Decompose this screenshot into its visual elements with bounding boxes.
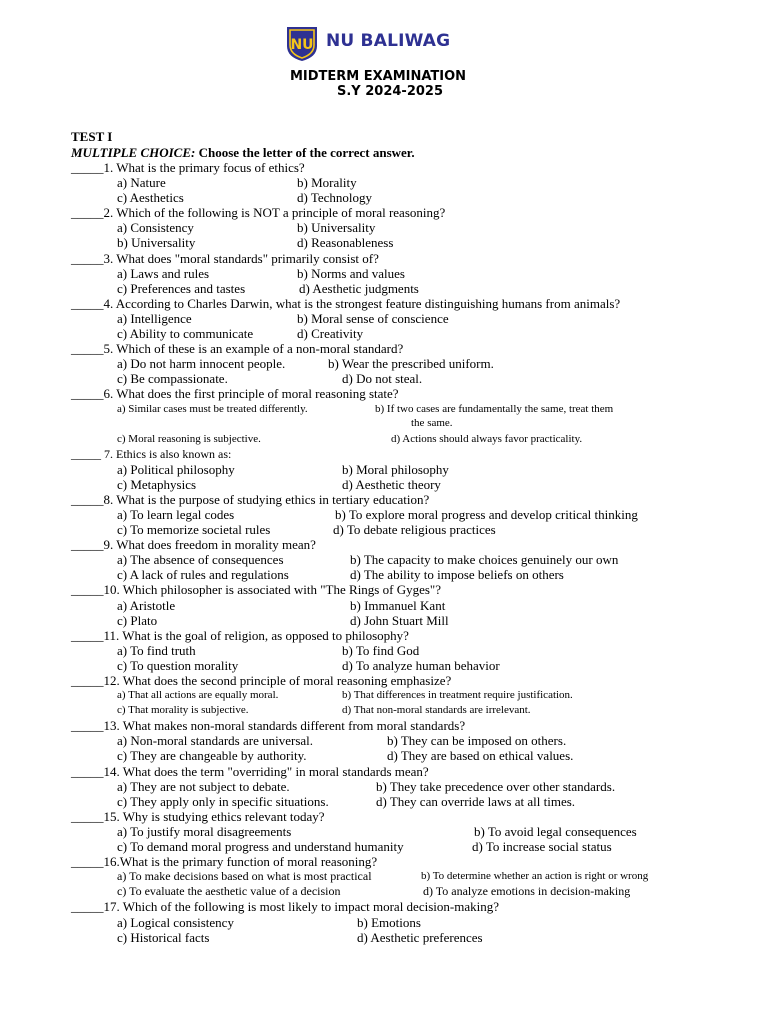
option-row — [71, 930, 761, 945]
question-list — [71, 160, 761, 945]
option-b: b) To determine whether an action is right or wrong — [421, 870, 649, 883]
option-d: d) John Stuart Mill — [350, 612, 449, 628]
question-stem: _____ 7. Ethics is also known as: — [71, 446, 232, 461]
option-b: b) That differences in treatment require justification. — [342, 689, 573, 702]
option-row — [71, 266, 761, 281]
option-c: c) They are changeable by authority. — [117, 748, 307, 764]
option-row — [71, 658, 761, 673]
option-a: a) Political philosophy — [117, 461, 235, 477]
question-stem: _____3. What does "moral standards" primarily consist of? — [71, 250, 379, 266]
option-row — [71, 281, 761, 296]
option-row — [71, 402, 761, 432]
question-item — [71, 628, 761, 673]
option-b: b) Emotions — [357, 914, 421, 930]
option-c: c) Plato — [117, 612, 158, 628]
question-item — [71, 386, 761, 446]
option-d: d) To increase social status — [472, 839, 612, 855]
option-b-continuation: the same. — [411, 416, 453, 429]
option-row — [71, 432, 761, 447]
option-row — [71, 190, 761, 205]
option-d: d) To analyze emotions in decision-making — [423, 884, 631, 899]
question-stem: _____12. What does the second principle of moral reasoning emphasize? — [71, 673, 452, 688]
nu-shield-icon — [284, 24, 320, 62]
option-b — [375, 402, 685, 430]
question-stem: _____1. What is the primary focus of ethics? — [71, 160, 305, 175]
option-a: a) Similar cases must be treated differently. — [117, 402, 308, 415]
option-d: d) Aesthetic judgments — [299, 280, 419, 296]
option-b-text: b) If two cases are fundamentally the same, treat them — [375, 402, 614, 415]
option-c: c) To question morality — [117, 657, 239, 673]
option-a: a) Do not harm innocent people. — [117, 356, 286, 372]
option-a: a) Non-moral standards are universal. — [117, 733, 314, 749]
option-d: d) Actions should always favor practicality. — [391, 432, 583, 445]
option-a: a) Laws and rules — [117, 265, 210, 281]
question-item — [71, 205, 761, 250]
option-a: a) To justify moral disagreements — [117, 823, 292, 839]
school-name: NU BALIWAG — [326, 31, 451, 51]
school-year: S.Y 2024-2025 — [337, 84, 443, 99]
option-c: c) They apply only in specific situations. — [117, 793, 329, 809]
question-item — [71, 447, 761, 492]
option-c: c) Metaphysics — [117, 476, 197, 492]
question-stem: _____15. Why is studying ethics relevant today? — [71, 808, 325, 824]
question-item — [71, 251, 761, 296]
option-b: b) To explore moral progress and develop critical thinking — [335, 506, 638, 522]
question-item — [71, 718, 761, 763]
option-c: b) Universality — [117, 235, 196, 251]
question-stem: _____14. What does the term "overriding" in moral standards mean? — [71, 763, 429, 779]
option-row — [71, 598, 761, 613]
option-b: b) Wear the prescribed uniform. — [328, 356, 494, 372]
option-a: a) Logical consistency — [117, 914, 234, 930]
question-stem: _____16.What is the primary function of moral reasoning? — [71, 854, 378, 870]
question-item — [71, 582, 761, 627]
option-d: d) Creativity — [297, 326, 364, 342]
option-row — [71, 552, 761, 567]
option-d: d) Technology — [297, 190, 373, 206]
question-item — [71, 492, 761, 537]
option-row — [71, 371, 761, 386]
option-a: a) Consistency — [117, 220, 194, 236]
option-c: c) Preferences and tastes — [117, 280, 246, 296]
option-c: c) That morality is subjective. — [117, 704, 249, 717]
question-stem: _____9. What does freedom in morality mean? — [71, 537, 316, 553]
option-row — [71, 220, 761, 235]
option-row — [71, 733, 761, 748]
instructions — [71, 145, 415, 161]
option-row — [71, 356, 761, 371]
instruction-text: Choose the letter of the correct answer. — [195, 145, 415, 160]
option-row — [71, 915, 761, 930]
option-d: d) They are based on ethical values. — [387, 748, 574, 764]
option-row — [71, 779, 761, 794]
option-c: c) To demand moral progress and understand humanity — [117, 839, 404, 855]
option-row — [71, 477, 761, 492]
svg-text:NU: NU — [290, 37, 314, 53]
option-c: c) To evaluate the aesthetic value of a decision — [117, 884, 341, 899]
option-row — [71, 311, 761, 326]
option-a: a) They are not subject to debate. — [117, 778, 290, 794]
option-row — [71, 643, 761, 658]
school-logo — [284, 24, 454, 62]
option-row — [71, 794, 761, 809]
instruction-type: MULTIPLE CHOICE: — [71, 145, 196, 160]
test-label: TEST I — [71, 129, 113, 144]
option-d: d) Aesthetic preferences — [357, 929, 483, 945]
option-row — [71, 839, 761, 854]
option-b: b) Morality — [297, 175, 357, 191]
option-row — [71, 688, 761, 703]
option-d: d) The ability to impose beliefs on others — [350, 567, 564, 583]
option-b: b) They take precedence over other standards. — [376, 778, 616, 794]
option-d: d) To analyze human behavior — [342, 657, 500, 673]
question-item — [71, 160, 761, 205]
option-row — [71, 235, 761, 250]
option-b: b) Norms and values — [297, 265, 405, 281]
option-row — [71, 522, 761, 537]
option-row — [71, 567, 761, 582]
question-item — [71, 854, 761, 899]
option-row — [71, 824, 761, 839]
option-a: a) To learn legal codes — [117, 506, 235, 522]
option-c: c) Moral reasoning is subjective. — [117, 432, 261, 445]
option-b: b) To avoid legal consequences — [474, 823, 637, 839]
option-c: c) Ability to communicate — [117, 326, 254, 342]
option-c: c) Historical facts — [117, 929, 210, 945]
option-a: a) Nature — [117, 175, 166, 191]
option-row — [71, 326, 761, 341]
option-c: c) A lack of rules and regulations — [117, 567, 289, 583]
question-stem: _____11. What is the goal of religion, as opposed to philosophy? — [71, 627, 409, 643]
option-row — [71, 884, 761, 899]
question-item — [71, 764, 761, 809]
option-row — [71, 613, 761, 628]
question-item — [71, 296, 761, 341]
question-item — [71, 341, 761, 386]
option-row — [71, 462, 761, 477]
exam-title: MIDTERM EXAMINATION — [289, 69, 467, 84]
option-a: a) To make decisions based on what is most practical — [117, 869, 372, 884]
question-stem: _____5. Which of these is an example of a non-moral standard? — [71, 341, 404, 357]
question-item — [71, 899, 761, 944]
option-d: d) Do not steal. — [342, 371, 423, 387]
option-b: b) Immanuel Kant — [350, 597, 446, 613]
option-c: c) To memorize societal rules — [117, 522, 271, 538]
option-a: a) To find truth — [117, 642, 196, 658]
option-row — [71, 507, 761, 522]
option-b: b) Universality — [297, 220, 376, 236]
question-stem: _____4. According to Charles Darwin, what is the strongest feature distinguishing humans from animals? — [71, 295, 621, 311]
option-d: d) Reasonableness — [297, 235, 394, 251]
option-row — [71, 869, 761, 884]
question-item — [71, 809, 761, 854]
option-c: c) Be compassionate. — [117, 371, 228, 387]
option-d: d) Aesthetic theory — [342, 476, 441, 492]
question-stem: _____6. What does the first principle of moral reasoning state? — [71, 386, 399, 402]
option-a: a) The absence of consequences — [117, 552, 284, 568]
option-b: b) The capacity to make choices genuinely our own — [350, 552, 619, 568]
option-c: c) Aesthetics — [117, 190, 184, 206]
option-d: d) That non-moral standards are irrelevant. — [342, 704, 531, 717]
question-stem: _____17. Which of the following is most likely to impact moral decision-making? — [71, 899, 499, 915]
option-row — [71, 175, 761, 190]
option-a: a) Aristotle — [117, 597, 176, 613]
option-b: b) Moral sense of conscience — [297, 310, 449, 326]
option-b: b) They can be imposed on others. — [387, 733, 567, 749]
question-stem: _____8. What is the purpose of studying ethics in tertiary education? — [71, 491, 430, 507]
option-d: d) They can override laws at all times. — [376, 793, 576, 809]
option-row — [71, 703, 761, 718]
option-a: a) Intelligence — [117, 310, 192, 326]
question-item — [71, 537, 761, 582]
option-b: b) To find God — [342, 642, 420, 658]
question-stem: _____13. What makes non-moral standards different from moral standards? — [71, 718, 466, 734]
question-item — [71, 673, 761, 718]
option-a: a) That all actions are equally moral. — [117, 689, 279, 702]
question-stem: _____10. Which philosopher is associated with "The Rings of Gyges"? — [71, 582, 441, 598]
question-stem: _____2. Which of the following is NOT a principle of moral reasoning? — [71, 205, 446, 221]
option-b: b) Moral philosophy — [342, 461, 449, 477]
option-row — [71, 748, 761, 763]
option-d: d) To debate religious practices — [333, 522, 496, 538]
